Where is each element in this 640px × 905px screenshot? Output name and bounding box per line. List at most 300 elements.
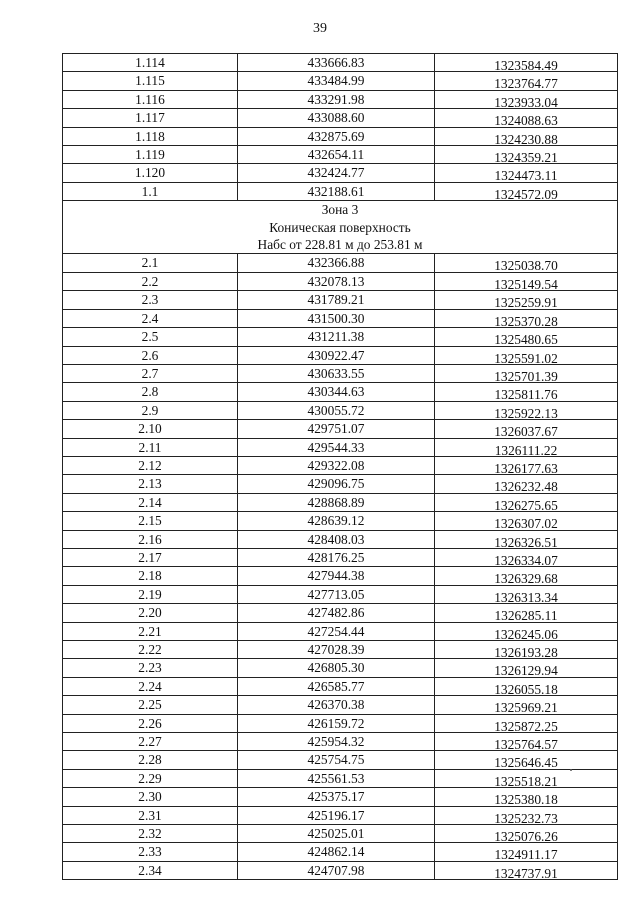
- x-coordinate-cell-text: 425754.75: [307, 752, 365, 768]
- point-id-cell-text: 2.5: [141, 329, 159, 345]
- table-row: [63, 788, 618, 806]
- point-id-cell-text: 2.8: [141, 384, 159, 400]
- point-id-cell-text: 2.24: [138, 678, 162, 694]
- x-coordinate-cell: [238, 383, 435, 401]
- point-id-cell-text: 2.2: [141, 273, 159, 289]
- table-row: [63, 493, 618, 511]
- x-coordinate-cell-text: 433484.99: [307, 73, 365, 89]
- y-coordinate-cell: [435, 127, 618, 145]
- table-row: [63, 659, 618, 677]
- y-coordinate-cell-text: 1326275.65: [494, 497, 558, 512]
- x-coordinate-cell-text: 427713.05: [307, 586, 365, 602]
- point-id-cell: [63, 548, 238, 566]
- table-row: [63, 622, 618, 640]
- point-id-cell-text: 2.17: [138, 549, 162, 565]
- stray-mark: [570, 769, 572, 771]
- y-coordinate-cell-text: 1325969.21: [494, 700, 558, 715]
- y-coordinate-cell-text: 1324230.88: [494, 131, 558, 146]
- point-id-cell-text: 2.30: [138, 789, 162, 805]
- table-row: [63, 530, 618, 548]
- x-coordinate-cell: [238, 109, 435, 127]
- x-coordinate-cell: [238, 861, 435, 879]
- table-row: [63, 677, 618, 695]
- point-id-cell-text: 2.18: [138, 568, 162, 584]
- y-coordinate-cell-text: 1325518.21: [494, 773, 558, 788]
- x-coordinate-cell-text: 429096.75: [307, 476, 365, 492]
- zone-header-cell: [63, 201, 618, 254]
- x-coordinate-cell-text: 430922.47: [307, 347, 365, 363]
- point-id-cell: [63, 493, 238, 511]
- table-row: [63, 54, 618, 72]
- y-coordinate-cell-text: 1325922.13: [494, 405, 558, 420]
- point-id-cell-text: 2.14: [138, 494, 162, 510]
- y-coordinate-cell: [435, 548, 618, 566]
- point-id-cell-text: 2.20: [138, 605, 162, 621]
- x-coordinate-cell: [238, 493, 435, 511]
- point-id-cell: [63, 641, 238, 659]
- y-coordinate-cell: [435, 475, 618, 493]
- y-coordinate-cell: [435, 861, 618, 879]
- table-row: [63, 512, 618, 530]
- y-coordinate-cell: [435, 751, 618, 769]
- y-coordinate-cell-text: 1326055.18: [494, 681, 558, 696]
- y-coordinate-cell: [435, 788, 618, 806]
- table-row: [63, 806, 618, 824]
- point-id-cell-text: 2.1: [141, 255, 159, 271]
- point-id-cell-text: 2.19: [138, 586, 162, 602]
- x-coordinate-cell: [238, 456, 435, 474]
- x-coordinate-cell-text: 424862.14: [307, 844, 365, 860]
- point-id-cell: [63, 696, 238, 714]
- x-coordinate-cell: [238, 164, 435, 182]
- point-id-cell: [63, 806, 238, 824]
- y-coordinate-cell-text: 1325811.76: [494, 387, 558, 402]
- x-coordinate-cell-text: 433666.83: [307, 55, 365, 70]
- table-row: [63, 309, 618, 327]
- x-coordinate-cell: [238, 788, 435, 806]
- y-coordinate-cell-text: 1324088.63: [494, 113, 558, 128]
- x-coordinate-cell: [238, 309, 435, 327]
- x-coordinate-cell-text: 426159.72: [307, 715, 365, 731]
- table-row: [63, 109, 618, 127]
- x-coordinate-cell-text: 432654.11: [307, 147, 365, 163]
- x-coordinate-cell-text: 425196.17: [307, 807, 365, 823]
- x-coordinate-cell-text: 432875.69: [307, 128, 365, 144]
- y-coordinate-cell-text: 1324572.09: [494, 186, 558, 201]
- point-id-cell: [63, 254, 238, 272]
- point-id-cell: [63, 401, 238, 419]
- zone-title: Зона 3: [321, 202, 359, 218]
- point-id-cell-text: 2.10: [138, 421, 162, 437]
- point-id-cell: [63, 604, 238, 622]
- y-coordinate-cell-text: 1325370.28: [494, 313, 558, 328]
- x-coordinate-cell: [238, 54, 435, 72]
- y-coordinate-cell: [435, 309, 618, 327]
- y-coordinate-cell: [435, 383, 618, 401]
- x-coordinate-cell-text: 430344.63: [307, 384, 365, 400]
- point-id-cell: [63, 788, 238, 806]
- y-coordinate-cell-text: 1325380.18: [494, 792, 558, 807]
- point-id-cell: [63, 843, 238, 861]
- table-body-zone-2-tail: [63, 54, 618, 201]
- point-id-cell: [63, 328, 238, 346]
- x-coordinate-cell: [238, 641, 435, 659]
- y-coordinate-cell: [435, 677, 618, 695]
- y-coordinate-cell: [435, 328, 618, 346]
- y-coordinate-cell-text: 1326313.34: [494, 589, 558, 604]
- x-coordinate-cell: [238, 364, 435, 382]
- table-row: [63, 364, 618, 382]
- point-id-cell-text: 2.3: [141, 292, 159, 308]
- x-coordinate-cell: [238, 530, 435, 548]
- point-id-cell-text: 1.119: [135, 147, 165, 163]
- point-id-cell: [63, 825, 238, 843]
- table-row: [63, 696, 618, 714]
- zone-header-section: [63, 201, 618, 254]
- point-id-cell-text: 2.15: [138, 513, 162, 529]
- x-coordinate-cell-text: 428639.12: [307, 513, 365, 529]
- coordinates-table: [62, 53, 618, 880]
- point-id-cell-text: 2.29: [138, 770, 162, 786]
- point-id-cell: [63, 72, 238, 90]
- y-coordinate-cell: [435, 72, 618, 90]
- point-id-cell-text: 2.22: [138, 642, 162, 657]
- point-id-cell: [63, 714, 238, 732]
- table-row: [63, 475, 618, 493]
- point-id-cell: [63, 456, 238, 474]
- x-coordinate-cell-text: 431500.30: [307, 310, 365, 326]
- table-row: [63, 548, 618, 566]
- y-coordinate-cell-text: 1326329.68: [494, 571, 558, 586]
- point-id-cell: [63, 420, 238, 438]
- y-coordinate-cell-text: 1324473.11: [494, 168, 558, 183]
- y-coordinate-cell-text: 1326334.07: [494, 552, 558, 567]
- y-coordinate-cell: [435, 291, 618, 309]
- x-coordinate-cell: [238, 843, 435, 861]
- point-id-cell: [63, 182, 238, 200]
- table-row: [63, 751, 618, 769]
- table-row: [63, 254, 618, 272]
- point-id-cell: [63, 438, 238, 456]
- x-coordinate-cell-text: 429322.08: [307, 457, 365, 473]
- point-id-cell-text: 1.120: [134, 165, 166, 181]
- point-id-cell: [63, 364, 238, 382]
- x-coordinate-cell: [238, 733, 435, 751]
- x-coordinate-cell-text: 430055.72: [307, 402, 365, 418]
- x-coordinate-cell-text: 429544.33: [307, 439, 365, 455]
- x-coordinate-cell-text: 428868.89: [307, 494, 365, 510]
- y-coordinate-cell: [435, 456, 618, 474]
- y-coordinate-cell: [435, 346, 618, 364]
- y-coordinate-cell-text: 1323584.49: [494, 58, 558, 72]
- y-coordinate-cell-text: 1326245.06: [494, 626, 558, 641]
- y-coordinate-cell-text: 1326232.48: [494, 479, 558, 494]
- y-coordinate-cell-text: 1325038.70: [494, 258, 558, 273]
- y-coordinate-cell-text: 1325232.73: [494, 810, 558, 825]
- y-coordinate-cell: [435, 54, 618, 72]
- y-coordinate-cell: [435, 659, 618, 677]
- table-row: [63, 401, 618, 419]
- table-row: [63, 769, 618, 787]
- point-id-cell: [63, 567, 238, 585]
- table-row: [63, 272, 618, 290]
- table-row: [63, 641, 618, 659]
- table-row: [63, 346, 618, 364]
- table-row: [63, 146, 618, 164]
- x-coordinate-cell: [238, 401, 435, 419]
- y-coordinate-cell: [435, 420, 618, 438]
- x-coordinate-cell-text: 427028.39: [307, 642, 365, 657]
- point-id-cell: [63, 346, 238, 364]
- table-row: [63, 733, 618, 751]
- x-coordinate-cell-text: 431211.38: [307, 329, 365, 345]
- y-coordinate-cell-text: 1325764.57: [494, 737, 558, 751]
- x-coordinate-cell: [238, 677, 435, 695]
- y-coordinate-cell-text: 1326307.02: [494, 516, 558, 531]
- y-coordinate-cell: [435, 641, 618, 659]
- table-body-zone-3: [63, 254, 618, 880]
- point-id-cell: [63, 585, 238, 603]
- point-id-cell-text: 2.9: [141, 402, 159, 418]
- y-coordinate-cell-text: 1325480.65: [494, 332, 558, 346]
- y-coordinate-cell-text: 1326326.51: [494, 534, 558, 549]
- x-coordinate-cell: [238, 346, 435, 364]
- x-coordinate-cell: [238, 420, 435, 438]
- point-id-cell-text: 1.118: [135, 128, 165, 144]
- table-row: [63, 383, 618, 401]
- point-id-cell-text: 2.33: [138, 844, 162, 860]
- y-coordinate-cell: [435, 714, 618, 732]
- x-coordinate-cell: [238, 825, 435, 843]
- table-row: [63, 438, 618, 456]
- x-coordinate-cell: [238, 254, 435, 272]
- table-row: [63, 714, 618, 732]
- point-id-cell-text: 1.114: [135, 55, 165, 70]
- x-coordinate-cell-text: 428408.03: [307, 531, 365, 547]
- point-id-cell-text: 2.34: [138, 862, 162, 878]
- y-coordinate-cell: [435, 825, 618, 843]
- zone-header-row: [63, 201, 618, 254]
- table-row: [63, 604, 618, 622]
- x-coordinate-cell-text: 433088.60: [307, 110, 365, 126]
- point-id-cell: [63, 272, 238, 290]
- x-coordinate-cell-text: 426805.30: [307, 660, 365, 676]
- x-coordinate-cell: [238, 127, 435, 145]
- x-coordinate-cell: [238, 272, 435, 290]
- x-coordinate-cell-text: 429751.07: [307, 421, 365, 437]
- point-id-cell-text: 2.11: [138, 439, 162, 455]
- y-coordinate-cell: [435, 512, 618, 530]
- x-coordinate-cell: [238, 512, 435, 530]
- x-coordinate-cell: [238, 72, 435, 90]
- x-coordinate-cell: [238, 146, 435, 164]
- page-number: 39: [313, 21, 327, 36]
- y-coordinate-cell: [435, 146, 618, 164]
- point-id-cell: [63, 127, 238, 145]
- x-coordinate-cell: [238, 622, 435, 640]
- x-coordinate-cell: [238, 585, 435, 603]
- x-coordinate-cell-text: 424707.98: [307, 862, 365, 878]
- y-coordinate-cell-text: 1326193.28: [494, 645, 558, 659]
- x-coordinate-cell-text: 425375.17: [307, 789, 365, 805]
- y-coordinate-cell: [435, 182, 618, 200]
- point-id-cell: [63, 90, 238, 108]
- y-coordinate-cell-text: 1323933.04: [494, 94, 558, 109]
- point-id-cell-text: 1.1: [141, 183, 159, 199]
- y-coordinate-cell: [435, 438, 618, 456]
- x-coordinate-cell: [238, 182, 435, 200]
- point-id-cell-text: 1.115: [135, 73, 165, 89]
- x-coordinate-cell-text: 428176.25: [307, 549, 365, 565]
- x-coordinate-cell-text: 427254.44: [307, 623, 365, 639]
- table-row: [63, 72, 618, 90]
- y-coordinate-cell: [435, 622, 618, 640]
- y-coordinate-cell-text: 1325701.39: [494, 368, 558, 383]
- point-id-cell-text: 2.25: [138, 697, 162, 713]
- table-row: [63, 825, 618, 843]
- y-coordinate-cell: [435, 401, 618, 419]
- y-coordinate-cell-text: 1325149.54: [494, 276, 558, 291]
- point-id-cell-text: 2.31: [138, 807, 162, 823]
- y-coordinate-cell: [435, 530, 618, 548]
- x-coordinate-cell-text: 426585.77: [307, 678, 365, 694]
- y-coordinate-cell-text: 1325646.45: [494, 755, 558, 770]
- point-id-cell: [63, 146, 238, 164]
- y-coordinate-cell: [435, 585, 618, 603]
- table-row: [63, 861, 618, 879]
- point-id-cell: [63, 291, 238, 309]
- x-coordinate-cell: [238, 548, 435, 566]
- zone-surface-type: Коническая поверхность: [269, 219, 411, 235]
- y-coordinate-cell-text: 1326285.11: [494, 608, 558, 623]
- point-id-cell-text: 1.117: [135, 110, 165, 126]
- point-id-cell: [63, 309, 238, 327]
- x-coordinate-cell: [238, 475, 435, 493]
- x-coordinate-cell-text: 432424.77: [307, 165, 365, 181]
- x-coordinate-cell-text: 432366.88: [307, 255, 365, 271]
- x-coordinate-cell-text: 427944.38: [307, 568, 365, 584]
- point-id-cell-text: 2.21: [138, 623, 162, 639]
- point-id-cell: [63, 769, 238, 787]
- y-coordinate-cell-text: 1324737.91: [494, 865, 558, 880]
- y-coordinate-cell-text: 1326177.63: [494, 460, 558, 475]
- x-coordinate-cell-text: 431789.21: [307, 292, 365, 308]
- y-coordinate-cell-text: 1324911.17: [494, 847, 558, 862]
- x-coordinate-cell: [238, 806, 435, 824]
- point-id-cell: [63, 659, 238, 677]
- point-id-cell: [63, 677, 238, 695]
- point-id-cell: [63, 109, 238, 127]
- point-id-cell-text: 2.13: [138, 476, 162, 492]
- x-coordinate-cell-text: 425025.01: [307, 826, 365, 842]
- x-coordinate-cell: [238, 714, 435, 732]
- x-coordinate-cell: [238, 604, 435, 622]
- table-row: [63, 328, 618, 346]
- x-coordinate-cell-text: 432078.13: [307, 273, 365, 289]
- y-coordinate-cell-text: 1326129.94: [494, 663, 558, 678]
- point-id-cell: [63, 861, 238, 879]
- point-id-cell: [63, 622, 238, 640]
- y-coordinate-cell: [435, 806, 618, 824]
- x-coordinate-cell-text: 432188.61: [307, 183, 365, 199]
- zone-height-range: Набс от 228.81 м до 253.81 м: [257, 237, 423, 253]
- table-row: [63, 164, 618, 182]
- point-id-cell-text: 2.12: [138, 457, 162, 473]
- y-coordinate-cell: [435, 604, 618, 622]
- point-id-cell-text: 2.6: [141, 347, 159, 363]
- y-coordinate-cell: [435, 109, 618, 127]
- y-coordinate-cell-text: 1325076.26: [494, 829, 558, 843]
- y-coordinate-cell-text: 1325591.02: [494, 350, 558, 365]
- point-id-cell: [63, 383, 238, 401]
- x-coordinate-cell-text: 425561.53: [307, 770, 365, 786]
- point-id-cell: [63, 751, 238, 769]
- point-id-cell-text: 1.116: [135, 91, 165, 107]
- point-id-cell-text: 2.27: [138, 734, 162, 750]
- x-coordinate-cell: [238, 291, 435, 309]
- x-coordinate-cell: [238, 696, 435, 714]
- y-coordinate-cell-text: 1325872.25: [494, 718, 558, 733]
- point-id-cell: [63, 54, 238, 72]
- point-id-cell-text: 2.4: [141, 310, 159, 326]
- table-row: [63, 127, 618, 145]
- x-coordinate-cell: [238, 751, 435, 769]
- point-id-cell: [63, 512, 238, 530]
- y-coordinate-cell: [435, 164, 618, 182]
- point-id-cell: [63, 475, 238, 493]
- y-coordinate-cell-text: 1323764.77: [494, 76, 558, 91]
- table-row: [63, 90, 618, 108]
- x-coordinate-cell-text: 425954.32: [307, 734, 365, 750]
- table-row: [63, 291, 618, 309]
- y-coordinate-cell: [435, 843, 618, 861]
- y-coordinate-cell: [435, 567, 618, 585]
- y-coordinate-cell: [435, 90, 618, 108]
- point-id-cell-text: 2.23: [138, 660, 162, 676]
- table-row: [63, 567, 618, 585]
- point-id-cell: [63, 530, 238, 548]
- point-id-cell-text: 2.32: [138, 826, 162, 842]
- y-coordinate-cell: [435, 733, 618, 751]
- x-coordinate-cell: [238, 567, 435, 585]
- y-coordinate-cell: [435, 769, 618, 787]
- y-coordinate-cell-text: 1326111.22: [494, 442, 558, 457]
- x-coordinate-cell: [238, 328, 435, 346]
- x-coordinate-cell-text: 430633.55: [307, 365, 365, 381]
- x-coordinate-cell-text: 427482.86: [307, 605, 365, 621]
- x-coordinate-cell: [238, 438, 435, 456]
- table-row: [63, 182, 618, 200]
- x-coordinate-cell-text: 426370.38: [307, 697, 365, 713]
- y-coordinate-cell-text: 1324359.21: [494, 150, 558, 164]
- point-id-cell-text: 2.7: [141, 365, 159, 381]
- x-coordinate-cell: [238, 659, 435, 677]
- x-coordinate-cell-text: 433291.98: [307, 91, 365, 107]
- y-coordinate-cell: [435, 364, 618, 382]
- point-id-cell-text: 2.28: [138, 752, 162, 768]
- point-id-cell: [63, 733, 238, 751]
- y-coordinate-cell: [435, 254, 618, 272]
- y-coordinate-cell: [435, 493, 618, 511]
- table-row: [63, 585, 618, 603]
- table-row: [63, 420, 618, 438]
- point-id-cell-text: 2.26: [138, 715, 162, 731]
- x-coordinate-cell: [238, 90, 435, 108]
- x-coordinate-cell: [238, 769, 435, 787]
- y-coordinate-cell-text: 1326037.67: [494, 424, 558, 439]
- table-row: [63, 456, 618, 474]
- point-id-cell-text: 2.16: [138, 531, 162, 547]
